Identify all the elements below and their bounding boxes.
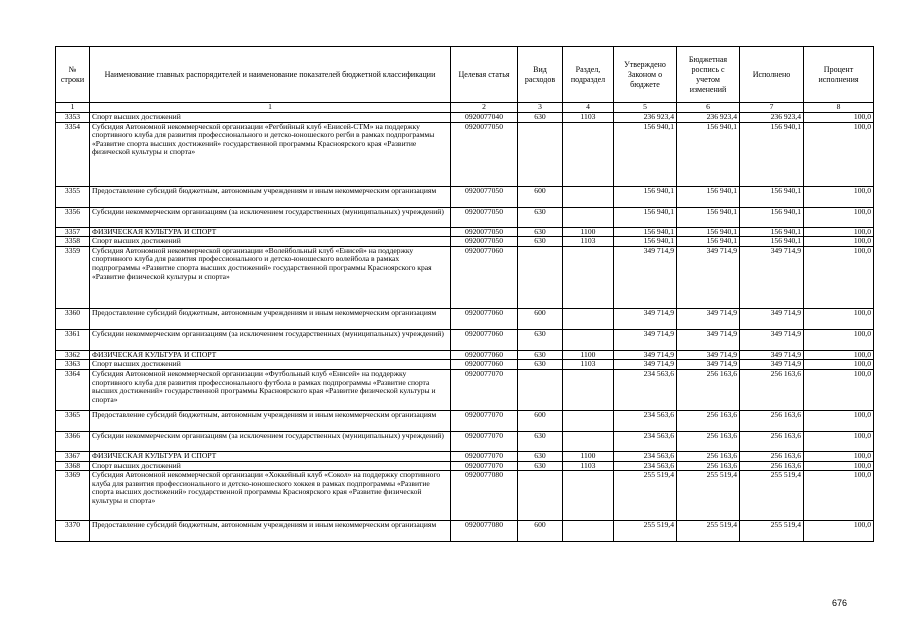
column-number: 6 (677, 103, 740, 113)
row-expense-type: 600 (518, 521, 563, 542)
row-section (563, 122, 614, 186)
row-number: 3362 (56, 350, 90, 360)
row-expense-type: 630 (518, 350, 563, 360)
header-expense-type: Вид расходов (518, 47, 563, 103)
row-number: 3363 (56, 360, 90, 370)
table-row (56, 350, 874, 360)
row-percent: 100,0 (804, 207, 874, 227)
row-approved: 234 563,6 (614, 451, 677, 461)
row-percent: 100,0 (804, 329, 874, 350)
row-target-article: 0920077060 (451, 350, 518, 360)
row-name: Субсидия Автономной некоммерческой организации «Регбийный клуб «Енисей-СТМ» на поддержку спортивного клуба для развития профессионального и детско-юношеского регби в рамках подпрограммы «Развитие спорта высших достижений» государственной программы Красноярского края «Развитие физической культуры и спорта» (90, 122, 451, 186)
row-name: ФИЗИЧЕСКАЯ КУЛЬТУРА И СПОРТ (90, 350, 451, 360)
header-executed: Исполнено (740, 47, 804, 103)
column-number: 2 (451, 103, 518, 113)
row-budget-schedule: 349 714,9 (677, 329, 740, 350)
row-budget-schedule: 256 163,6 (677, 431, 740, 451)
row-target-article: 0920077060 (451, 246, 518, 308)
row-percent: 100,0 (804, 122, 874, 186)
table-body (56, 113, 874, 542)
row-target-article: 0920077080 (451, 521, 518, 542)
row-expense-type: 630 (518, 360, 563, 370)
column-number: 1 (90, 103, 451, 113)
row-executed: 156 940,1 (740, 207, 804, 227)
row-section: 1103 (563, 461, 614, 471)
table-row (56, 329, 874, 350)
column-number: 8 (804, 103, 874, 113)
table-row (56, 122, 874, 186)
row-target-article: 0920077050 (451, 122, 518, 186)
row-number: 3361 (56, 329, 90, 350)
row-number: 3358 (56, 237, 90, 247)
table-row (56, 308, 874, 329)
row-section (563, 246, 614, 308)
row-budget-schedule: 256 163,6 (677, 410, 740, 431)
header-approved: Утверждено Законом о бюджете (614, 47, 677, 103)
row-approved: 234 563,6 (614, 369, 677, 410)
row-approved: 234 563,6 (614, 461, 677, 471)
table-row (56, 471, 874, 521)
column-number: 5 (614, 103, 677, 113)
row-expense-type (518, 246, 563, 308)
header-row-number: № строки (56, 47, 90, 103)
row-section (563, 521, 614, 542)
row-percent: 100,0 (804, 360, 874, 370)
row-name: Субсидии некоммерческим организациям (за исключением государственных (муниципальных) учреждений) (90, 431, 451, 451)
table-row (56, 369, 874, 410)
table-row (56, 207, 874, 227)
row-approved: 156 940,1 (614, 237, 677, 247)
row-target-article: 0920077060 (451, 329, 518, 350)
row-name: Предоставление субсидий бюджетным, автономным учреждениям и иным некоммерческим организациям (90, 186, 451, 207)
row-budget-schedule: 349 714,9 (677, 350, 740, 360)
row-target-article: 0920077070 (451, 451, 518, 461)
row-percent: 100,0 (804, 451, 874, 461)
row-executed: 256 163,6 (740, 461, 804, 471)
header-name: Наименование главных распорядителей и наименование показателей бюджетной классификации (90, 47, 451, 103)
row-approved: 156 940,1 (614, 186, 677, 207)
row-number: 3355 (56, 186, 90, 207)
table-header (56, 47, 874, 113)
row-approved: 156 940,1 (614, 207, 677, 227)
row-number: 3354 (56, 122, 90, 186)
row-name: Субсидии некоммерческим организациям (за исключением государственных (муниципальных) учреждений) (90, 207, 451, 227)
table-row (56, 360, 874, 370)
row-target-article: 0920077050 (451, 237, 518, 247)
row-number: 3364 (56, 369, 90, 410)
page-number: 676 (832, 598, 848, 608)
header-section: Раздел, подраздел (563, 47, 614, 103)
budget-table (55, 46, 874, 542)
row-budget-schedule: 256 163,6 (677, 369, 740, 410)
row-number: 3360 (56, 308, 90, 329)
row-executed: 256 163,6 (740, 369, 804, 410)
row-target-article: 0920077080 (451, 471, 518, 521)
row-name: Субсидия Автономной некоммерческой организации «Футбольный клуб «Енисей» на поддержку спортивного клуба для развития профессионального футбола в рамках подпрограммы «Развитие спорта высших достижений» государственной программы Красноярского края «Развитие физической культуры и спорта» (90, 369, 451, 410)
row-number: 3353 (56, 113, 90, 123)
row-executed: 156 940,1 (740, 122, 804, 186)
row-section (563, 369, 614, 410)
row-expense-type: 630 (518, 227, 563, 237)
row-budget-schedule: 349 714,9 (677, 246, 740, 308)
row-name: ФИЗИЧЕСКАЯ КУЛЬТУРА И СПОРТ (90, 227, 451, 237)
row-number: 3357 (56, 227, 90, 237)
row-executed: 236 923,4 (740, 113, 804, 123)
row-executed: 349 714,9 (740, 246, 804, 308)
row-budget-schedule: 349 714,9 (677, 308, 740, 329)
row-executed: 156 940,1 (740, 227, 804, 237)
row-number: 3359 (56, 246, 90, 308)
row-expense-type (518, 471, 563, 521)
table-row (56, 227, 874, 237)
row-approved: 349 714,9 (614, 360, 677, 370)
row-budget-schedule: 156 940,1 (677, 122, 740, 186)
row-percent: 100,0 (804, 113, 874, 123)
budget-table-sheet (55, 46, 873, 542)
column-number: 7 (740, 103, 804, 113)
row-budget-schedule: 156 940,1 (677, 186, 740, 207)
row-expense-type (518, 369, 563, 410)
row-target-article: 0920077040 (451, 113, 518, 123)
row-expense-type: 630 (518, 113, 563, 123)
row-budget-schedule: 156 940,1 (677, 227, 740, 237)
row-expense-type: 600 (518, 186, 563, 207)
row-approved: 255 519,4 (614, 521, 677, 542)
row-name: Спорт высших достижений (90, 360, 451, 370)
row-number: 3369 (56, 471, 90, 521)
table-row (56, 431, 874, 451)
row-section: 1103 (563, 237, 614, 247)
table-row (56, 246, 874, 308)
row-target-article: 0920077050 (451, 186, 518, 207)
column-number: 4 (563, 103, 614, 113)
row-expense-type: 600 (518, 410, 563, 431)
row-section (563, 431, 614, 451)
table-row (56, 113, 874, 123)
row-percent: 100,0 (804, 431, 874, 451)
row-target-article: 0920077070 (451, 461, 518, 471)
row-percent: 100,0 (804, 246, 874, 308)
table-row (56, 186, 874, 207)
row-executed: 256 163,6 (740, 431, 804, 451)
row-number: 3365 (56, 410, 90, 431)
row-approved: 234 563,6 (614, 410, 677, 431)
row-approved: 234 563,6 (614, 431, 677, 451)
row-percent: 100,0 (804, 237, 874, 247)
row-approved: 255 519,4 (614, 471, 677, 521)
row-target-article: 0920077070 (451, 431, 518, 451)
row-executed: 156 940,1 (740, 186, 804, 207)
row-name: Предоставление субсидий бюджетным, автономным учреждениям и иным некоммерческим организациям (90, 308, 451, 329)
column-number: 3 (518, 103, 563, 113)
row-executed: 349 714,9 (740, 360, 804, 370)
row-approved: 156 940,1 (614, 122, 677, 186)
table-row (56, 451, 874, 461)
row-name: Предоставление субсидий бюджетным, автономным учреждениям и иным некоммерческим организациям (90, 410, 451, 431)
row-percent: 100,0 (804, 410, 874, 431)
table-row (56, 237, 874, 247)
row-number: 3367 (56, 451, 90, 461)
row-budget-schedule: 255 519,4 (677, 471, 740, 521)
row-approved: 156 940,1 (614, 227, 677, 237)
row-target-article: 0920077060 (451, 308, 518, 329)
row-expense-type: 630 (518, 451, 563, 461)
header-budget-schedule: Бюджетная роспись с учетом изменений (677, 47, 740, 103)
row-budget-schedule: 349 714,9 (677, 360, 740, 370)
row-target-article: 0920077050 (451, 227, 518, 237)
row-executed: 255 519,4 (740, 521, 804, 542)
row-executed: 256 163,6 (740, 451, 804, 461)
row-approved: 349 714,9 (614, 329, 677, 350)
row-budget-schedule: 156 940,1 (677, 207, 740, 227)
row-executed: 255 519,4 (740, 471, 804, 521)
row-target-article: 0920077070 (451, 369, 518, 410)
row-name: Субсидии некоммерческим организациям (за исключением государственных (муниципальных) учреждений) (90, 329, 451, 350)
row-approved: 349 714,9 (614, 246, 677, 308)
row-target-article: 0920077060 (451, 360, 518, 370)
row-number: 3368 (56, 461, 90, 471)
row-expense-type (518, 122, 563, 186)
row-budget-schedule: 236 923,4 (677, 113, 740, 123)
row-section: 1100 (563, 227, 614, 237)
row-name: Спорт высших достижений (90, 461, 451, 471)
row-name: Спорт высших достижений (90, 237, 451, 247)
row-name: Субсидия Автономной некоммерческой организации «Волейбольный клуб «Енисей» на поддержку спортивного клуба для развития профессионального и детско-юношеского волейбола в рамках подпрограммы «Развитие спорта высших достижений» государственной программы Красноярского края «Развитие физической культуры и спорта» (90, 246, 451, 308)
row-expense-type: 630 (518, 329, 563, 350)
row-section (563, 410, 614, 431)
row-section (563, 186, 614, 207)
row-percent: 100,0 (804, 350, 874, 360)
column-number: 1 (56, 103, 90, 113)
row-section (563, 207, 614, 227)
row-section (563, 471, 614, 521)
row-number: 3370 (56, 521, 90, 542)
row-percent: 100,0 (804, 461, 874, 471)
header-percent: Процент исполнения (804, 47, 874, 103)
row-executed: 156 940,1 (740, 237, 804, 247)
row-number: 3356 (56, 207, 90, 227)
row-percent: 100,0 (804, 521, 874, 542)
table-row (56, 461, 874, 471)
row-name: Субсидия Автономной некоммерческой организации «Хоккейный клуб «Сокол» на поддержку спортивного клуба для развития профессионального и детско-юношеского хоккея в рамках подпрограммы «Развитие спорта высших достижений» государственной программы Красноярского края «Развитие физической культуры и спорта» (90, 471, 451, 521)
row-section (563, 308, 614, 329)
row-section: 1100 (563, 350, 614, 360)
row-budget-schedule: 256 163,6 (677, 461, 740, 471)
row-name: Спорт высших достижений (90, 113, 451, 123)
row-budget-schedule: 156 940,1 (677, 237, 740, 247)
row-executed: 349 714,9 (740, 350, 804, 360)
row-approved: 349 714,9 (614, 308, 677, 329)
row-expense-type: 630 (518, 237, 563, 247)
table-row (56, 521, 874, 542)
row-expense-type: 630 (518, 431, 563, 451)
row-expense-type: 600 (518, 308, 563, 329)
row-percent: 100,0 (804, 227, 874, 237)
row-expense-type: 630 (518, 207, 563, 227)
row-approved: 236 923,4 (614, 113, 677, 123)
row-name: Предоставление субсидий бюджетным, автономным учреждениям и иным некоммерческим организациям (90, 521, 451, 542)
row-section (563, 329, 614, 350)
row-approved: 349 714,9 (614, 350, 677, 360)
row-expense-type: 630 (518, 461, 563, 471)
row-section: 1103 (563, 360, 614, 370)
row-budget-schedule: 256 163,6 (677, 451, 740, 461)
row-executed: 349 714,9 (740, 329, 804, 350)
row-name: ФИЗИЧЕСКАЯ КУЛЬТУРА И СПОРТ (90, 451, 451, 461)
row-percent: 100,0 (804, 471, 874, 521)
row-target-article: 0920077050 (451, 207, 518, 227)
row-executed: 349 714,9 (740, 308, 804, 329)
row-section: 1100 (563, 451, 614, 461)
row-percent: 100,0 (804, 186, 874, 207)
row-executed: 256 163,6 (740, 410, 804, 431)
row-section: 1103 (563, 113, 614, 123)
table-row (56, 410, 874, 431)
row-percent: 100,0 (804, 308, 874, 329)
row-percent: 100,0 (804, 369, 874, 410)
row-budget-schedule: 255 519,4 (677, 521, 740, 542)
header-target-article: Целевая статья (451, 47, 518, 103)
row-number: 3366 (56, 431, 90, 451)
row-target-article: 0920077070 (451, 410, 518, 431)
